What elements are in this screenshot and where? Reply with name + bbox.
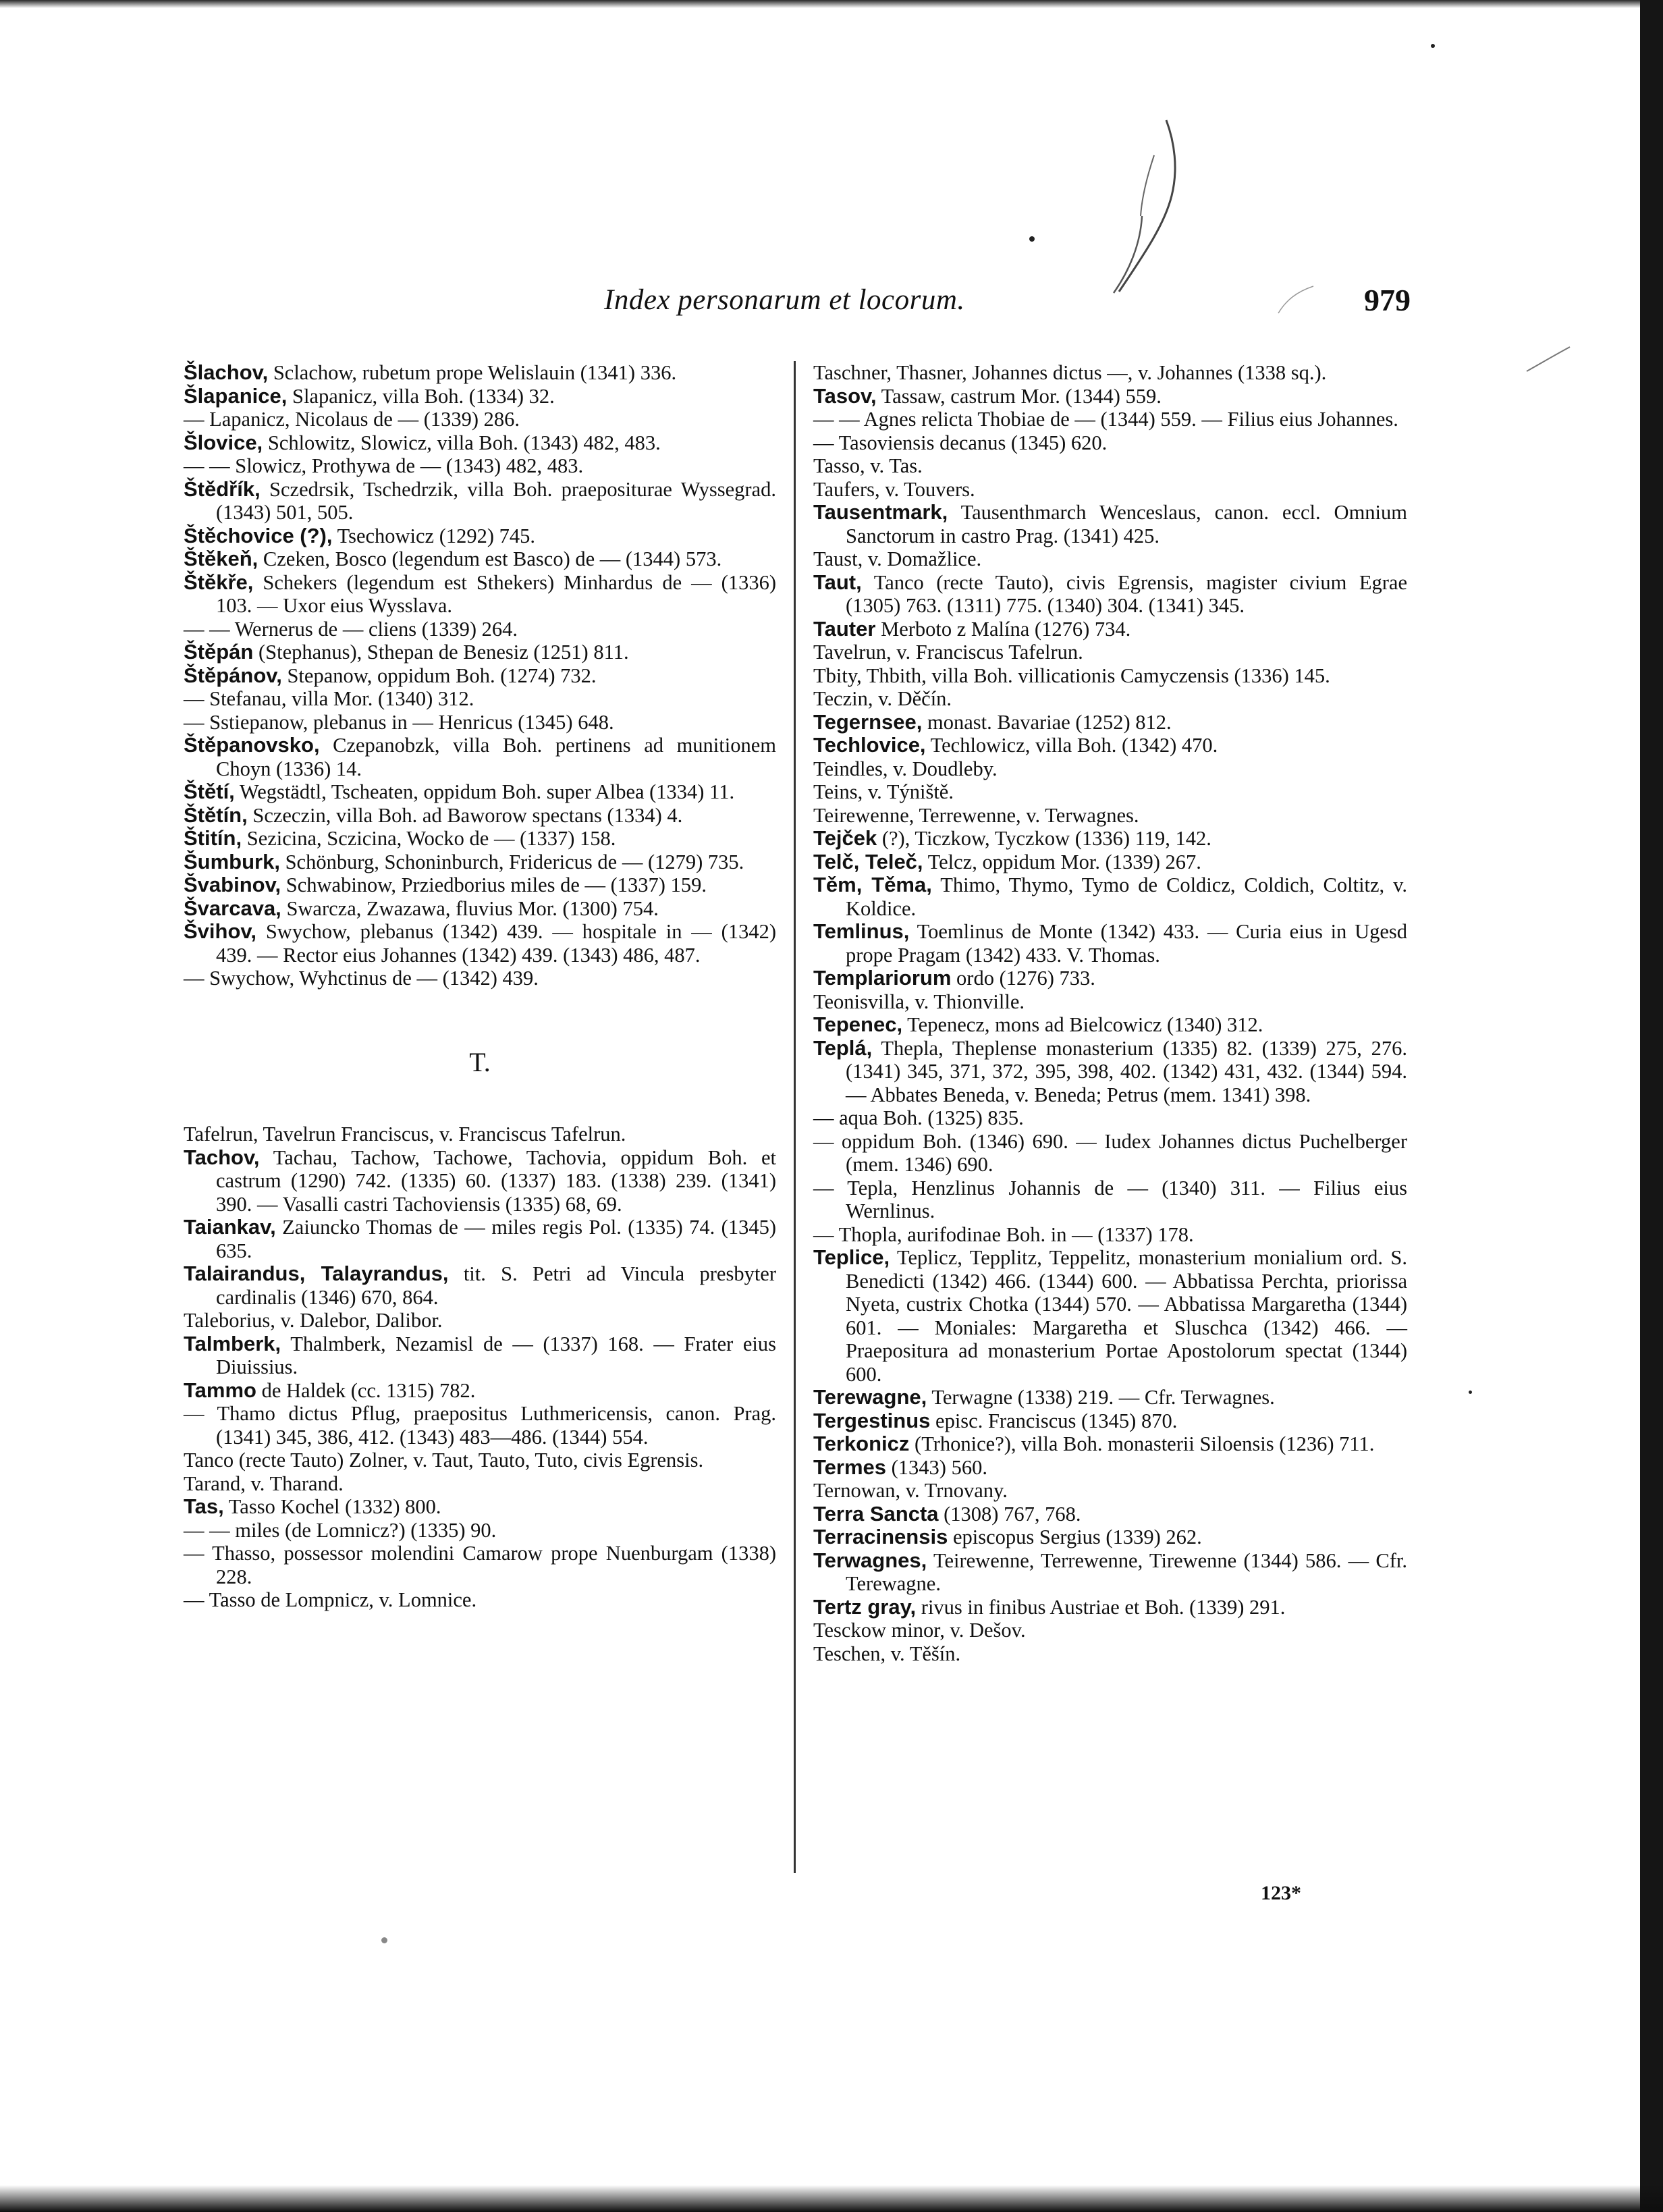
entry-text: — — miles (de Lomnicz?) (1335) 90. bbox=[184, 1518, 497, 1542]
entry-text: Toemlinus de Monte (1342) 433. — Curia eius in Ugesd prope Pragam (1342) 433. V. Thomas. bbox=[846, 920, 1407, 967]
entry-text: Teczin, v. Děčín. bbox=[813, 687, 952, 710]
page-number: 979 bbox=[1364, 283, 1411, 317]
entry-headword: Tasov, bbox=[813, 383, 877, 408]
index-entry bbox=[813, 571, 1407, 618]
scan-bottom-edge bbox=[0, 2185, 1663, 2212]
index-entry bbox=[813, 1479, 1407, 1503]
entry-headword: Terracinensis bbox=[813, 1525, 948, 1548]
section-heading-t: T. bbox=[469, 1046, 491, 1077]
index-entry bbox=[184, 408, 776, 431]
entry-text: Tasso, v. Tas. bbox=[813, 454, 923, 477]
entry-headword: Štětín, bbox=[184, 803, 248, 827]
entry-text: Tavelrun, v. Franciscus Tafelrun. bbox=[813, 641, 1083, 664]
entry-headword: Štěpánov, bbox=[184, 663, 282, 687]
index-entry bbox=[184, 804, 776, 828]
index-entry bbox=[813, 547, 1407, 571]
entry-text: Merboto z Malína (1276) 734. bbox=[875, 617, 1131, 641]
entry-text: — Thopla, aurifodinae Boh. in — (1337) 178. bbox=[813, 1222, 1194, 1246]
index-entry bbox=[813, 990, 1407, 1014]
index-entry bbox=[813, 804, 1407, 828]
entry-headword: Telč, Teleč, bbox=[813, 849, 923, 873]
index-entry bbox=[184, 1146, 776, 1216]
entry-text: Tafelrun, Tavelrun Franciscus, v. Franciscus Tafelrun. bbox=[184, 1123, 626, 1145]
index-entry bbox=[184, 1495, 776, 1519]
index-entry bbox=[813, 920, 1407, 967]
index-entry bbox=[184, 1472, 776, 1496]
index-entry bbox=[813, 757, 1407, 781]
entry-text: Sczedrsik, Tschedrzik, villa Boh. praepositurae Wyssegrad. (1343) 501, 505. bbox=[216, 477, 776, 524]
entry-text: Terwagne (1338) 219. — Cfr. Terwagnes. bbox=[927, 1386, 1275, 1409]
index-entry bbox=[184, 827, 776, 851]
entry-headword: Štětí, bbox=[184, 780, 235, 803]
index-entry bbox=[813, 454, 1407, 478]
entry-headword: Švihov, bbox=[184, 919, 256, 943]
entry-headword: Techlovice, bbox=[813, 733, 926, 757]
index-entry bbox=[813, 618, 1407, 641]
entry-text: Stepanow, oppidum Boh. (1274) 732. bbox=[281, 664, 597, 687]
entry-text: Tbity, Thbith, villa Boh. villicationis Camyczensis (1336) 145. bbox=[813, 664, 1330, 687]
entry-headword: Šlachov, bbox=[184, 360, 269, 384]
entry-text: (1308) 767, 768. bbox=[938, 1502, 1081, 1526]
entry-text: — Tepla, Henzlinus Johannis de — (1340) 311. — Filius eius Wernlinus. bbox=[813, 1176, 1407, 1222]
column-divider bbox=[794, 361, 796, 1873]
index-entry bbox=[813, 734, 1407, 757]
entry-headword: Tammo bbox=[184, 1378, 256, 1402]
index-entry bbox=[813, 967, 1407, 990]
index-entry bbox=[813, 1177, 1407, 1223]
entry-text: Sclachow, rubetum prope Welislauin (1341) 336. bbox=[268, 361, 677, 384]
index-entry bbox=[184, 897, 776, 921]
ink-speck bbox=[1029, 236, 1035, 242]
entry-text: Sezicina, Sczicina, Wocko de — (1337) 158. bbox=[242, 827, 616, 850]
signature-mark: 123* bbox=[1261, 1882, 1301, 1904]
entry-headword: Štěpanovsko, bbox=[184, 733, 320, 757]
entry-text: monast. Bavariae (1252) 812. bbox=[922, 710, 1172, 734]
entry-headword: Templariorum bbox=[813, 966, 952, 990]
page-header bbox=[186, 277, 1411, 324]
index-entries-t bbox=[184, 1123, 776, 1612]
entry-headword: Šumburk, bbox=[184, 849, 280, 873]
index-entry bbox=[184, 571, 776, 618]
entry-text: Thalmberk, Nezamisl de — (1337) 168. — Frater eius Diuissius. bbox=[216, 1332, 776, 1378]
entry-text: — Stefanau, villa Mor. (1340) 312. bbox=[184, 687, 474, 710]
index-entry bbox=[813, 664, 1407, 688]
entry-headword: Talairandus, Talayrandus, bbox=[184, 1262, 449, 1285]
entry-headword: Štěchovice (?), bbox=[184, 523, 333, 547]
index-entry bbox=[813, 780, 1407, 804]
entry-text: (Trhonice?), villa Boh. monasterii Siloensis (1236) 711. bbox=[909, 1432, 1375, 1455]
entry-text: Thimo, Thymo, Tymo de Coldicz, Coldich, Coltitz, v. Koldice. bbox=[846, 873, 1407, 920]
entry-headword: Švarcava, bbox=[184, 896, 281, 920]
index-entry bbox=[184, 547, 776, 571]
index-entry bbox=[184, 1379, 776, 1403]
index-entry bbox=[813, 385, 1407, 408]
entry-headword: Termes bbox=[813, 1455, 886, 1479]
entry-text: Teirewenne, Terrewenne, v. Terwagnes. bbox=[813, 803, 1139, 827]
entry-headword: Tergestinus bbox=[813, 1408, 931, 1432]
entry-text: — aqua Boh. (1325) 835. bbox=[813, 1106, 1024, 1129]
index-entry bbox=[813, 408, 1407, 431]
entry-headword: Tausentmark, bbox=[813, 500, 948, 524]
entry-headword: Švabinov, bbox=[184, 873, 281, 896]
entry-text: Schlowitz, Slowicz, villa Boh. (1343) 482, 483. bbox=[263, 431, 661, 454]
index-entry bbox=[184, 618, 776, 641]
index-entry bbox=[184, 454, 776, 478]
index-entry bbox=[813, 873, 1407, 920]
entry-headword: Taiankav, bbox=[184, 1215, 276, 1239]
index-entry bbox=[813, 1223, 1407, 1247]
index-entry bbox=[813, 1619, 1407, 1642]
index-entry bbox=[813, 501, 1407, 547]
entry-text: Teplicz, Tepplitz, Teppelitz, monasterium monialium ord. S. Benedicti (1342) 466. (1344) 600. — Abbatissa Perchta, priorissa Nyeta, custrix Chotka (1344) 570. — Abbatissa Margaretha (1344) 601. — Moniales: Margaretha et Sluschca (1342) 466. — Praepositura ad monasterium Portae Apostolorum spectat (1344) 600. bbox=[846, 1246, 1407, 1386]
entry-text: Tasso Kochel (1332) 800. bbox=[223, 1495, 441, 1518]
index-entry bbox=[813, 1106, 1407, 1130]
index-entry bbox=[184, 873, 776, 897]
index-entry bbox=[813, 1549, 1407, 1596]
scan-top-edge bbox=[0, 0, 1663, 8]
entry-text: — Thamo dictus Pflug, praepositus Luthmericensis, canon. Prag. (1341) 345, 386, 412. (1343) 483—486. (1344) 554. bbox=[184, 1402, 776, 1449]
index-entry bbox=[184, 851, 776, 874]
index-entry bbox=[813, 687, 1407, 711]
index-entry bbox=[813, 1432, 1407, 1456]
index-entry bbox=[184, 1262, 776, 1309]
entry-text: Teindles, v. Doudleby. bbox=[813, 757, 998, 780]
ink-speck bbox=[1469, 1391, 1472, 1394]
index-entry bbox=[184, 478, 776, 524]
entry-headword: Teplá, bbox=[813, 1035, 873, 1060]
entry-text: Teschen, v. Těšín. bbox=[813, 1642, 961, 1665]
entry-text: Tachau, Tachow, Tachowe, Tachovia, oppidum Boh. et castrum (1290) 742. (1335) 60. (1337) 183. (1338) 239. (1341) 390. — Vasalli castri Tachoviensis (1335) 68, 69. bbox=[216, 1145, 776, 1216]
entry-text: Telcz, oppidum Mor. (1339) 267. bbox=[923, 850, 1201, 873]
entry-headword: Šlovice, bbox=[184, 430, 263, 454]
index-entry bbox=[184, 780, 776, 804]
entry-text: Zaiuncko Thomas de — miles regis Pol. (1335) 74. (1345) 635. bbox=[216, 1216, 776, 1262]
index-entry bbox=[184, 1588, 776, 1612]
entry-text: Teirewenne, Terrewenne, Tirewenne (1344) 586. — Cfr. Terewagne. bbox=[846, 1548, 1407, 1595]
index-entry bbox=[184, 664, 776, 688]
entry-text: (?), Ticzkow, Tyczkow (1336) 119, 142. bbox=[877, 827, 1211, 850]
index-entry bbox=[184, 1449, 776, 1472]
index-entry bbox=[184, 1519, 776, 1542]
index-entry bbox=[813, 711, 1407, 734]
index-entry bbox=[813, 641, 1407, 664]
entry-text: Taschner, Thasner, Johannes dictus —, v. Johannes (1338 sq.). bbox=[813, 361, 1327, 384]
entry-text: — Thasso, possessor molendini Camarow prope Nuenburgam (1338) 228. bbox=[184, 1542, 776, 1588]
index-entry bbox=[813, 1642, 1407, 1666]
entry-headword: Štědřík, bbox=[184, 477, 261, 501]
entry-text: Sczeczin, villa Boh. ad Baworow spectans (1334) 4. bbox=[247, 803, 683, 827]
pencil-mark bbox=[1100, 115, 1201, 304]
entry-text: Tepenecz, mons ad Bielcowicz (1340) 312. bbox=[902, 1013, 1263, 1036]
entry-text: — oppidum Boh. (1346) 690. — Iudex Johannes dictus Puchelberger (mem. 1346) 690. bbox=[813, 1129, 1407, 1176]
ink-speck bbox=[381, 1937, 387, 1943]
entry-text: episc. Franciscus (1345) 870. bbox=[930, 1409, 1178, 1432]
index-entry bbox=[184, 385, 776, 408]
entry-headword: Tas, bbox=[184, 1494, 224, 1518]
entry-text: Tanco (recte Tauto) Zolner, v. Taut, Tauto, Tuto, civis Egrensis. bbox=[184, 1449, 704, 1472]
entry-text: Taust, v. Domažlice. bbox=[813, 547, 982, 570]
entry-headword: Temlinus, bbox=[813, 919, 910, 943]
entry-text: — Tasoviensis decanus (1345) 620. bbox=[813, 431, 1108, 454]
index-entry bbox=[184, 1542, 776, 1588]
index-entry bbox=[813, 1037, 1407, 1107]
index-entry bbox=[813, 1246, 1407, 1386]
index-entry bbox=[184, 1332, 776, 1379]
entry-text: — Sstiepanow, plebanus in — Henricus (1345) 648. bbox=[184, 710, 614, 734]
index-entry bbox=[184, 734, 776, 780]
index-entry bbox=[813, 851, 1407, 874]
entry-text: Tassaw, castrum Mor. (1344) 559. bbox=[876, 384, 1162, 408]
entry-headword: Terewagne, bbox=[813, 1385, 927, 1409]
index-entry bbox=[813, 827, 1407, 851]
entry-headword: Tejček bbox=[813, 826, 877, 850]
entry-text: Schekers (legendum est Sthekers) Minhardus de — (1336) 103. — Uxor eius Wysslava. bbox=[216, 570, 776, 617]
index-entry bbox=[184, 920, 776, 967]
entry-headword: Těm, Těma, bbox=[813, 873, 932, 896]
index-entry bbox=[184, 431, 776, 455]
index-entry bbox=[813, 1130, 1407, 1177]
entry-headword: Tegernsee, bbox=[813, 709, 923, 734]
entry-text: — — Agnes relicta Thobiae de — (1344) 559. — Filius eius Johannes. bbox=[813, 408, 1398, 431]
entry-text: Taufers, v. Touvers. bbox=[813, 477, 975, 501]
entry-text: Schönburg, Schoninburch, Fridericus de — (1279) 735. bbox=[279, 850, 744, 873]
entry-text: Tsechowicz (1292) 745. bbox=[332, 524, 536, 547]
entry-text: Wegstädtl, Tscheaten, oppidum Boh. super Albea (1334) 11. bbox=[234, 780, 735, 803]
entry-text: — Lapanicz, Nicolaus de — (1339) 286. bbox=[184, 408, 520, 431]
ink-speck bbox=[1431, 44, 1435, 48]
entry-headword: Teplice, bbox=[813, 1245, 890, 1269]
index-entry bbox=[184, 361, 776, 385]
entry-text: de Haldek (cc. 1315) 782. bbox=[256, 1378, 476, 1402]
entry-text: tit. S. Petri ad Vincula presbyter cardinalis (1346) 670, 864. bbox=[216, 1262, 776, 1309]
index-entry bbox=[813, 1013, 1407, 1037]
entry-text: Tarand, v. Tharand. bbox=[184, 1472, 344, 1495]
index-entry bbox=[184, 687, 776, 711]
index-entries-s bbox=[184, 361, 776, 990]
entry-headword: Terra Sancta bbox=[813, 1501, 939, 1526]
entry-headword: Tauter bbox=[813, 616, 876, 641]
entry-text: — — Slowicz, Prothywa de — (1343) 482, 483. bbox=[184, 454, 584, 477]
entry-text: Teonisvilla, v. Thionville. bbox=[813, 990, 1025, 1013]
entry-text: Thepla, Theplense monasterium (1335) 82. (1339) 275, 276. (1341) 345, 371, 372, 395, 398, 402. (1342) 431, 432. (1344) 594. — Abbates Beneda, v. Beneda; Petrus (mem. 1341) 398. bbox=[846, 1036, 1407, 1106]
entry-headword: Talmberk, bbox=[184, 1331, 281, 1355]
entry-text: episcopus Sergius (1339) 262. bbox=[948, 1526, 1202, 1548]
index-entry bbox=[813, 1596, 1407, 1619]
index-entry bbox=[813, 1456, 1407, 1480]
entry-text: Swychow, plebanus (1342) 439. — hospitale in — (1342) 439. — Rector eius Johannes (1342) 439. (1343) 486, 487. bbox=[216, 920, 776, 967]
index-entry bbox=[184, 641, 776, 664]
entry-headword: Tepenec, bbox=[813, 1013, 903, 1036]
index-entry bbox=[184, 967, 776, 990]
entry-text: Czepanobzk, villa Boh. pertinens ad munitionem Choyn (1336) 14. bbox=[216, 734, 776, 780]
entry-text: Ternowan, v. Trnovany. bbox=[813, 1479, 1008, 1502]
entry-headword: Štěkeň, bbox=[184, 547, 258, 570]
index-entry bbox=[184, 1216, 776, 1262]
entry-headword: Terwagnes, bbox=[813, 1548, 927, 1572]
index-entry bbox=[813, 1503, 1407, 1526]
index-entry bbox=[813, 1386, 1407, 1409]
left-column bbox=[184, 361, 776, 1612]
entry-text: Tesckow minor, v. Dešov. bbox=[813, 1619, 1026, 1642]
entry-headword: Šlapanice, bbox=[184, 383, 288, 408]
index-entry bbox=[813, 478, 1407, 502]
entry-headword: Štěpán bbox=[184, 640, 254, 664]
entry-text: Teins, v. Týniště. bbox=[813, 780, 954, 803]
entry-headword: Štitín, bbox=[184, 826, 242, 850]
entry-text: — Swychow, Wyhctinus de — (1342) 439. bbox=[184, 967, 539, 990]
entry-headword: Terkonicz bbox=[813, 1432, 910, 1455]
index-entry bbox=[184, 711, 776, 734]
entry-headword: Štěkře, bbox=[184, 570, 254, 594]
entry-text: — Tasso de Lompnicz, v. Lomnice. bbox=[184, 1588, 477, 1611]
entry-text: Taleborius, v. Dalebor, Dalibor. bbox=[184, 1309, 443, 1332]
index-entries-t-continued bbox=[813, 361, 1407, 1665]
entry-text: Techlowicz, villa Boh. (1342) 470. bbox=[925, 734, 1218, 757]
entry-text: Tausenthmarch Wenceslaus, canon. eccl. Omnium Sanctorum in castro Prag. (1341) 425. bbox=[846, 501, 1407, 547]
index-entry bbox=[813, 1526, 1407, 1549]
entry-text: (1343) 560. bbox=[886, 1455, 987, 1479]
index-entry bbox=[184, 524, 776, 548]
pencil-stroke bbox=[1525, 344, 1573, 378]
entry-text: ordo (1276) 733. bbox=[951, 967, 1095, 990]
entry-headword: Tertz gray, bbox=[813, 1594, 917, 1619]
right-column bbox=[813, 361, 1407, 1665]
entry-text: — — Wernerus de — cliens (1339) 264. bbox=[184, 617, 518, 641]
index-entry bbox=[184, 1309, 776, 1332]
index-entry bbox=[184, 1123, 776, 1146]
entry-text: (Stephanus), Sthepan de Benesiz (1251) 811. bbox=[253, 641, 629, 664]
index-entry bbox=[813, 431, 1407, 455]
entry-text: rivus in finibus Austriae et Boh. (1339) 291. bbox=[916, 1595, 1286, 1619]
entry-text: Schwabinow, Prziedborius miles de — (1337) 159. bbox=[281, 873, 707, 896]
entry-text: Czeken, Bosco (legendum est Basco) de — (1344) 573. bbox=[258, 547, 722, 570]
index-entry bbox=[813, 1409, 1407, 1433]
entry-headword: Tachov, bbox=[184, 1145, 260, 1169]
entry-text: Swarcza, Zwazawa, fluvius Mor. (1300) 754. bbox=[281, 896, 659, 920]
entry-text: Tanco (recte Tauto), civis Egrensis, magister civium Egrae (1305) 763. (1311) 775. (1340) 304. (1341) 345. bbox=[846, 570, 1407, 617]
entry-text: Slapanicz, villa Boh. (1334) 32. bbox=[287, 384, 555, 408]
scan-right-edge bbox=[1640, 0, 1663, 2212]
running-title: Index personarum et locorum. bbox=[604, 284, 965, 316]
index-entry bbox=[184, 1402, 776, 1449]
entry-headword: Taut, bbox=[813, 570, 862, 594]
index-entry bbox=[813, 361, 1407, 385]
